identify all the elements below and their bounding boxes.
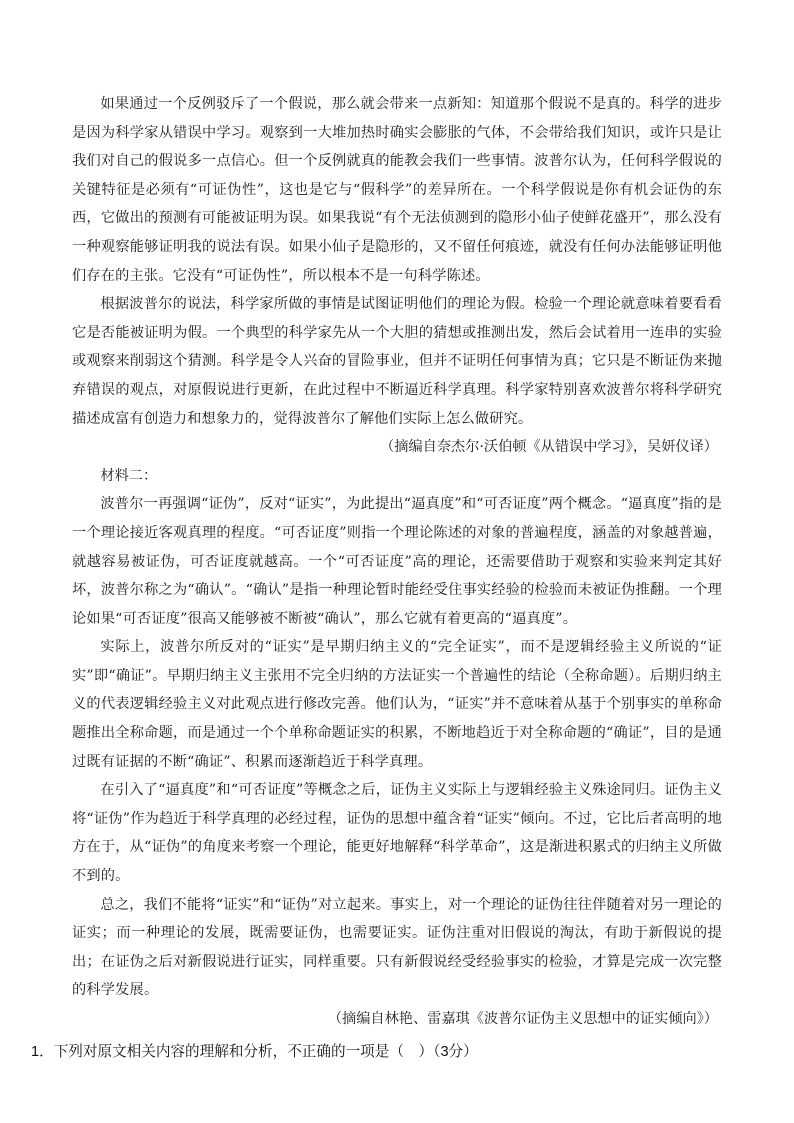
material1-source: （摘编自奈杰尔·沃伯顿《从错误中学习》，吴妍仪译） (380, 439, 718, 456)
material2-paragraph-2: 实际上，波普尔所反对的“证实”是早期归纳主义的“完全证实”，而不是逻辑经验主义所说的“证实”即“确证”。早期归纳主义主张用不完全归纳的方法证实一个普遍性的结论（全称命题）。后期归纳主义的代表逻辑经验主义对此观点进行修改完善。他们认为，“证实”并不意味着从基于个别事实的单称命题推出全称命题，而是通过一个个单称命题证实的积累，不断地趋近于对全称命题的“确证”，目的是通过既有证据的不断“确证”、积累而逐渐趋近于科学真理。 (72, 639, 722, 770)
material2-paragraph-1: 波普尔一再强调“证伪”，反对“证实”，为此提出“逼真度”和“可否证度”两个概念。“逼真度”指的是一个理论接近客观真理的程度。“可否证度”则指一个理论陈述的对象的普遍程度，涵盖的对象越普遍，就越容易被证伪，可否证度就越高。一个“可否证度”高的理论，还需要借助于观察和实验来判定其好坏，波普尔称之为“确认”。“确认”是指一种理论暂时能经受住事实经验的检验而未被证伪推翻。一个理论如果“可否证度”很高又能够被不断被“确认”，那么它就有着更高的“逼真度”。 (72, 496, 722, 627)
document-body (31, 90, 722, 1066)
material2-paragraph-4: 总之，我们不能将“证实”和“证伪”对立起来。事实上，对一个理论的证伪往往伴随着对另一理论的证实；而一种理论的发展，既需要证伪，也需要证实。证伪注重对旧假说的淘汰，有助于新假说的提出；在证伪之后对新假说进行证实，同样重要。只有新假说经受经验事实的检验，才算是完成一次完整的科学发展。 (72, 896, 722, 999)
material2-heading: 材料二： (100, 467, 158, 484)
material2-paragraph-3: 在引入了“逼真度”和“可否证度”等概念之后，证伪主义实际上与逻辑经验主义殊途同归。证伪主义将“证伪”作为趋近于科学真理的必经过程，证伪的思想中蕴含着“证实”倾向。不过，它比后者高明的地方在于，从“证伪”的角度来考察一个理论，能更好地解释“科学革命”，这是渐进积累式的归纳主义所做不到的。 (72, 782, 722, 885)
material2-source: （摘编自林艳、雷嘉琪《波普尔证伪主义思想中的证实倾向》） (327, 1011, 718, 1027)
material1-paragraph-2: 根据波普尔的说法，科学家所做的事情是试图证明他们的理论为假。检验一个理论就意味着要看看它是否能被证明为假。一个典型的科学家先从一个大胆的猜想或推测出发，然后会试着用一连串的实验或观察来削弱这个猜测。科学是令人兴奋的冒险事业，但并不证明任何事情为真；它只是不断证伪来抛弃错误的观点，对原假说进行更新，在此过程中不断逼近科学真理。科学家特别喜欢波普尔将科学研究描述成富有创造力和想象力的，觉得波普尔了解他们实际上怎么做研究。 (72, 296, 722, 427)
material1-paragraph-1: 如果通过一个反例驳斥了一个假说，那么就会带来一点新知：知道那个假说不是真的。科学的进步是因为科学家从错误中学习。观察到一大堆加热时确实会膨胀的气体，不会带给我们知识，或许只是让我们对自己的假说多一点信心。但一个反例就真的能教会我们一些事情。波普尔认为，任何科学假说的关键特征是必须有“可证伪性”，这也是它与“假科学”的差异所在。一个科学假说是你有机会证伪的东西，它做出的预测有可能被证明为误。如果我说“有个无法侦测到的隐形小仙子使鲜花盛开”，那么没有一种观察能够证明我的说法有误。如果小仙子是隐形的，又不留任何痕迹，就没有任何办法能够证明他们存在的主张。它没有“可证伪性”，所以根本不是一句科学陈述。 (72, 96, 722, 284)
question-1: 1．下列对原文相关内容的理解和分析，不正确的一项是（ ）（3分） (31, 1043, 478, 1060)
